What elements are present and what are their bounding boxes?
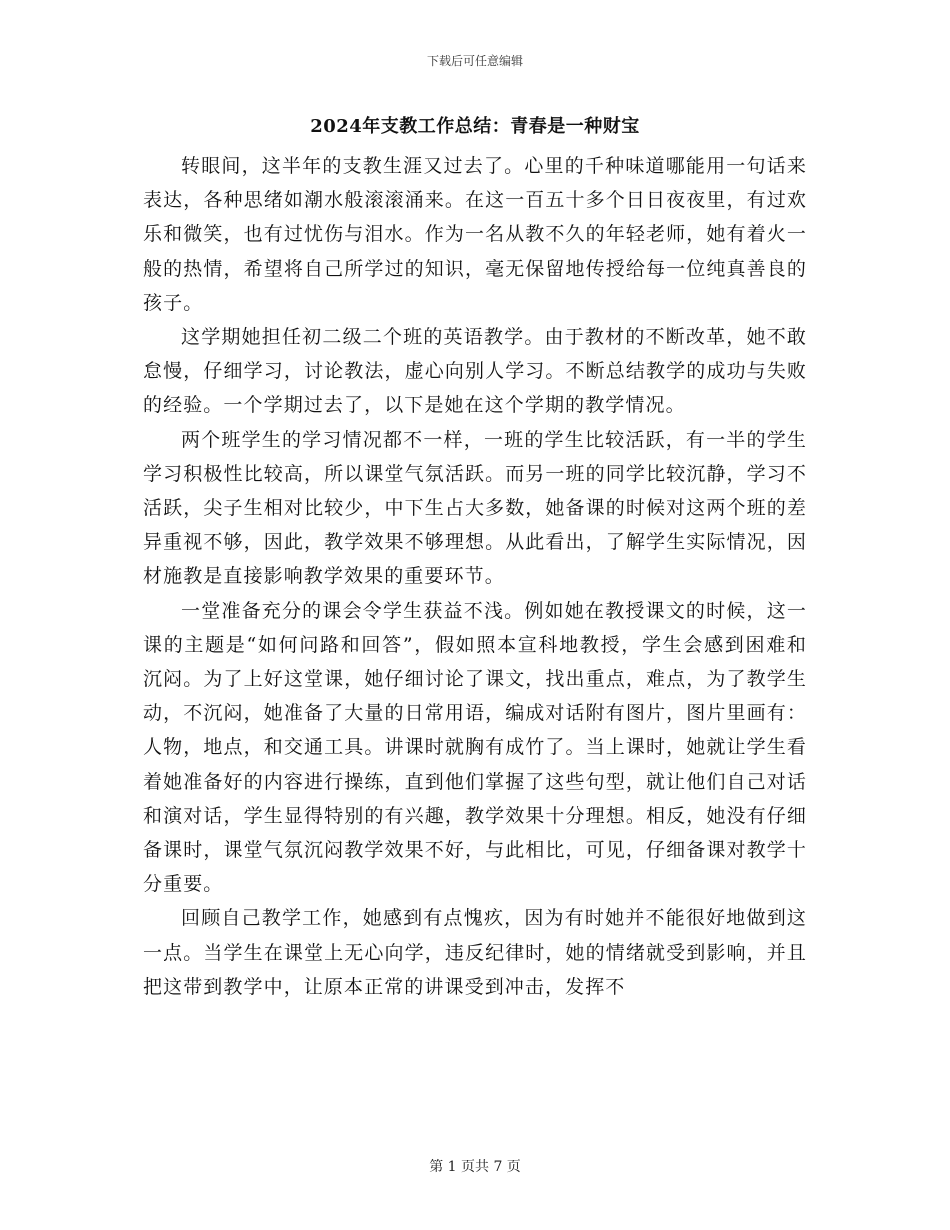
paragraph-4: 一堂准备充分的课会令学生获益不浅。例如她在教授课文的时候，这一课的主题是“如何问路和回答”，假如照本宣科地教授，学生会感到困难和沉闷。为了上好这堂课，她仔细讨论了课文，找出重点，难点，为了教学生动，不沉闷，她准备了大量的日常用语，编成对话附有图片，图片里画有：人物，地点，和交通工具。讲课时就胸有成竹了。当上课时，她就让学生看着她准备好的内容进行操练，直到他们掌握了这些句型，就让他们自己对话和演对话，学生显得特别的有兴趣，教学效果十分理想。相反，她没有仔细备课时，课堂气氛沉闷教学效果不好，与此相比，可见，仔细备课对教学十分重要。 bbox=[143, 599, 807, 896]
page-header: 下载后可任意编辑 bbox=[426, 54, 523, 68]
paragraph-2: 这学期她担任初二级二个班的英语教学。由于教材的不断改革，她不敢怠慢，仔细学习，讨论教法，虚心向别人学习。不断总结教学的成功与失败的经验。一个学期过去了，以下是她在这个学期的教学情况。 bbox=[143, 326, 807, 417]
paragraph-5: 回顾自己教学工作，她感到有点愧疚，因为有时她并不能很好地做到这一点。当学生在课堂上无心向学，违反纪律时，她的情绪就受到影响，并且把这带到教学中，让原本正常的讲课受到冲击，发挥不 bbox=[143, 907, 807, 998]
paragraph-1: 转眼间，这半年的支教生涯又过去了。心里的千种味道哪能用一句话来表达，各种思绪如潮水般滚滚涌来。在这一百五十多个日日夜夜里，有过欢乐和微笑，也有过忧伤与泪水。作为一名从教不久的年轻老师，她有着火一般的热情，希望将自己所学过的知识，毫无保留地传授给每一位纯真善良的孩子。 bbox=[143, 155, 807, 314]
document-body bbox=[143, 149, 807, 1004]
document-title: 2024年支教工作总结：青春是一种财宝 bbox=[310, 116, 640, 137]
paragraph-3: 两个班学生的学习情况都不一样，一班的学生比较活跃，有一半的学生学习积极性比较高，所以课堂气氛活跃。而另一班的同学比较沉静，学习不活跃，尖子生相对比较少，中下生占大多数，她备课的时候对这两个班的差异重视不够，因此，教学效果不够理想。从此看出，了解学生实际情况，因材施教是直接影响教学效果的重要环节。 bbox=[143, 428, 807, 588]
page-footer: 第 1 页共 7 页 bbox=[429, 1159, 521, 1175]
